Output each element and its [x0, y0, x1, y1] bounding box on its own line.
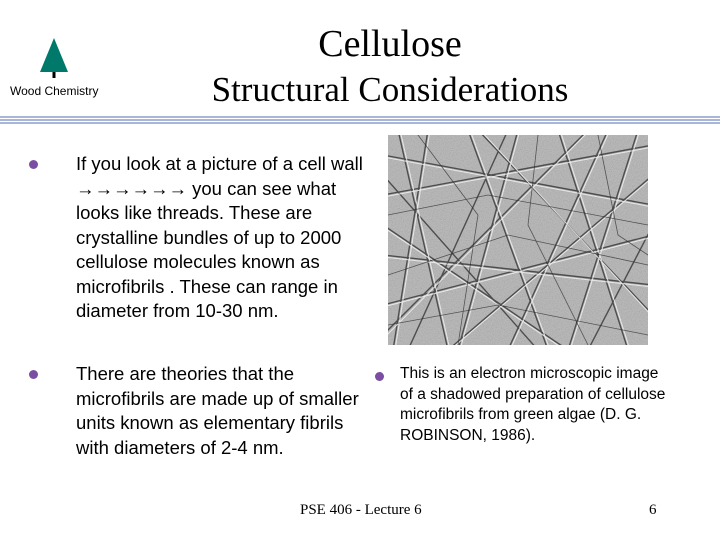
tree-logo-icon [38, 38, 70, 78]
bullet-text-1: If you look at a picture of a cell wall →→→→→→ you can see what looks like threads. These are crystalline bundles of up to 2000 cellulose molecules known as microfibrils . These can range in diameter from 10-30 nm. [76, 153, 363, 321]
bullet-dot [29, 160, 38, 169]
title-divider [0, 116, 720, 125]
cellulose-micrograph-image [388, 135, 648, 345]
slide-title: Cellulose [318, 23, 462, 65]
image-caption: This is an electron microscopic image of a shadowed preparation of cellulose microfibrils from green algae (D. G. ROBINSON, 1986). [400, 365, 666, 444]
bullet-dot [375, 372, 384, 381]
brand-label: Wood Chemistry [10, 84, 99, 98]
footer-text: PSE 406 - Lecture 6 [300, 502, 422, 518]
bullet-dot [29, 370, 38, 379]
slide-subtitle: Structural Considerations [211, 70, 569, 109]
page-number: 6 [649, 502, 657, 518]
bullet-text-2: There are theories that the microfibrils are made up of smaller units known as elementary fibrils with diameters of 2-4 nm. [76, 363, 359, 458]
